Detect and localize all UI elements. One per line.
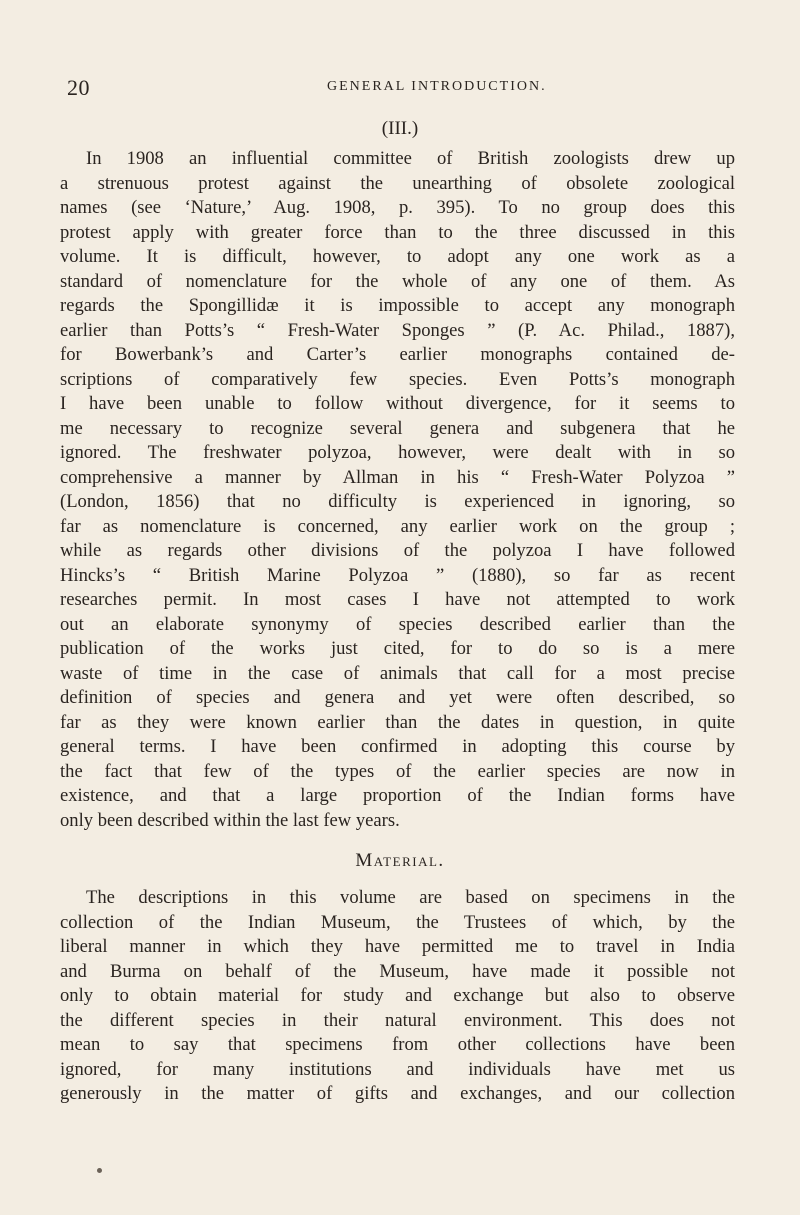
text-line: ignored. The freshwater polyzoa, however, were dealt with in so <box>60 442 735 463</box>
text-line: the different species in their natural environment. This does not <box>60 1009 735 1031</box>
text-line: researches permit. In most cases I have not attempted to work <box>60 589 735 610</box>
text-line: general terms. I have been confirmed in adopting this course by <box>60 736 735 757</box>
page-number: 20 <box>67 75 90 100</box>
text-line: publication of the works just cited, for to do so is a mere <box>60 638 735 659</box>
text-line: ignored, for many institutions and individuals have met us <box>60 1058 735 1080</box>
section-number: (III.) <box>381 118 419 139</box>
ink-speck <box>97 1168 102 1173</box>
text-line: waste of time in the case of animals that call for a most precise <box>60 662 735 684</box>
text-line: a strenuous protest against the unearthing of obsolete zoological <box>60 172 735 194</box>
text-line: far as nomenclature is concerned, any earlier work on the group ; <box>60 515 735 537</box>
text-line: me necessary to recognize several genera and subgenera that he <box>60 417 735 439</box>
text-line: collection of the Indian Museum, the Trustees of which, by the <box>60 911 735 933</box>
text-line: comprehensive a manner by Allman in his “ Fresh-Water Polyzoa ” <box>60 466 735 488</box>
text-line: out an elaborate synonymy of species described earlier than the <box>60 613 735 635</box>
paragraph-nomenclature <box>60 147 735 833</box>
text-line: scriptions of comparatively few species. Even Potts’s monograph <box>60 368 735 390</box>
text-line: standard of nomenclature for the whole of any one of them. As <box>60 270 735 292</box>
text-line: protest apply with greater force than to the three discussed in this <box>60 221 735 243</box>
text-line: earlier than Potts’s “ Fresh-Water Sponges ” (P. Ac. Philad., 1887), <box>60 319 735 341</box>
text-line: for Bowerbank’s and Carter’s earlier monographs contained de- <box>60 344 735 365</box>
text-line: regards the Spongillidæ it is impossible to accept any monograph <box>60 295 735 316</box>
text-line: the fact that few of the types of the earlier species are now in <box>60 760 735 782</box>
text-line: only to obtain material for study and exchange but also to observe <box>60 985 735 1006</box>
text-line: definition of species and genera and yet were often described, so <box>60 687 735 708</box>
paragraph-material <box>60 886 735 1107</box>
running-title: GENERAL INTRODUCTION. <box>327 79 547 94</box>
text-line: I have been unable to follow without divergence, for it seems to <box>60 393 735 414</box>
text-line: while as regards other divisions of the polyzoa I have followed <box>60 540 735 561</box>
text-line: names (see ‘Nature,’ Aug. 1908, p. 395). To no group does this <box>60 197 735 218</box>
text-line: The descriptions in this volume are based on specimens in the <box>86 887 735 908</box>
section-heading-material: Material. <box>355 850 445 871</box>
text-line: mean to say that specimens from other collections have been <box>60 1034 735 1055</box>
text-line: generously in the matter of gifts and exchanges, and our collection <box>60 1083 735 1104</box>
text-line: far as they were known earlier than the dates in question, in quite <box>60 711 735 733</box>
text-line: Hincks’s “ British Marine Polyzoa ” (1880), so far as recent <box>60 564 735 586</box>
text-line: existence, and that a large proportion of the Indian forms have <box>60 785 735 806</box>
text-line: volume. It is difficult, however, to adopt any one work as a <box>60 246 735 267</box>
text-line: only been described within the last few years. <box>60 809 400 831</box>
text-line: liberal manner in which they have permitted me to travel in India <box>60 936 735 957</box>
text-line: In 1908 an influential committee of British zoologists drew up <box>86 148 735 169</box>
text-line: (London, 1856) that no difficulty is experienced in ignoring, so <box>60 491 735 512</box>
text-line: and Burma on behalf of the Museum, have made it possible not <box>60 960 735 982</box>
